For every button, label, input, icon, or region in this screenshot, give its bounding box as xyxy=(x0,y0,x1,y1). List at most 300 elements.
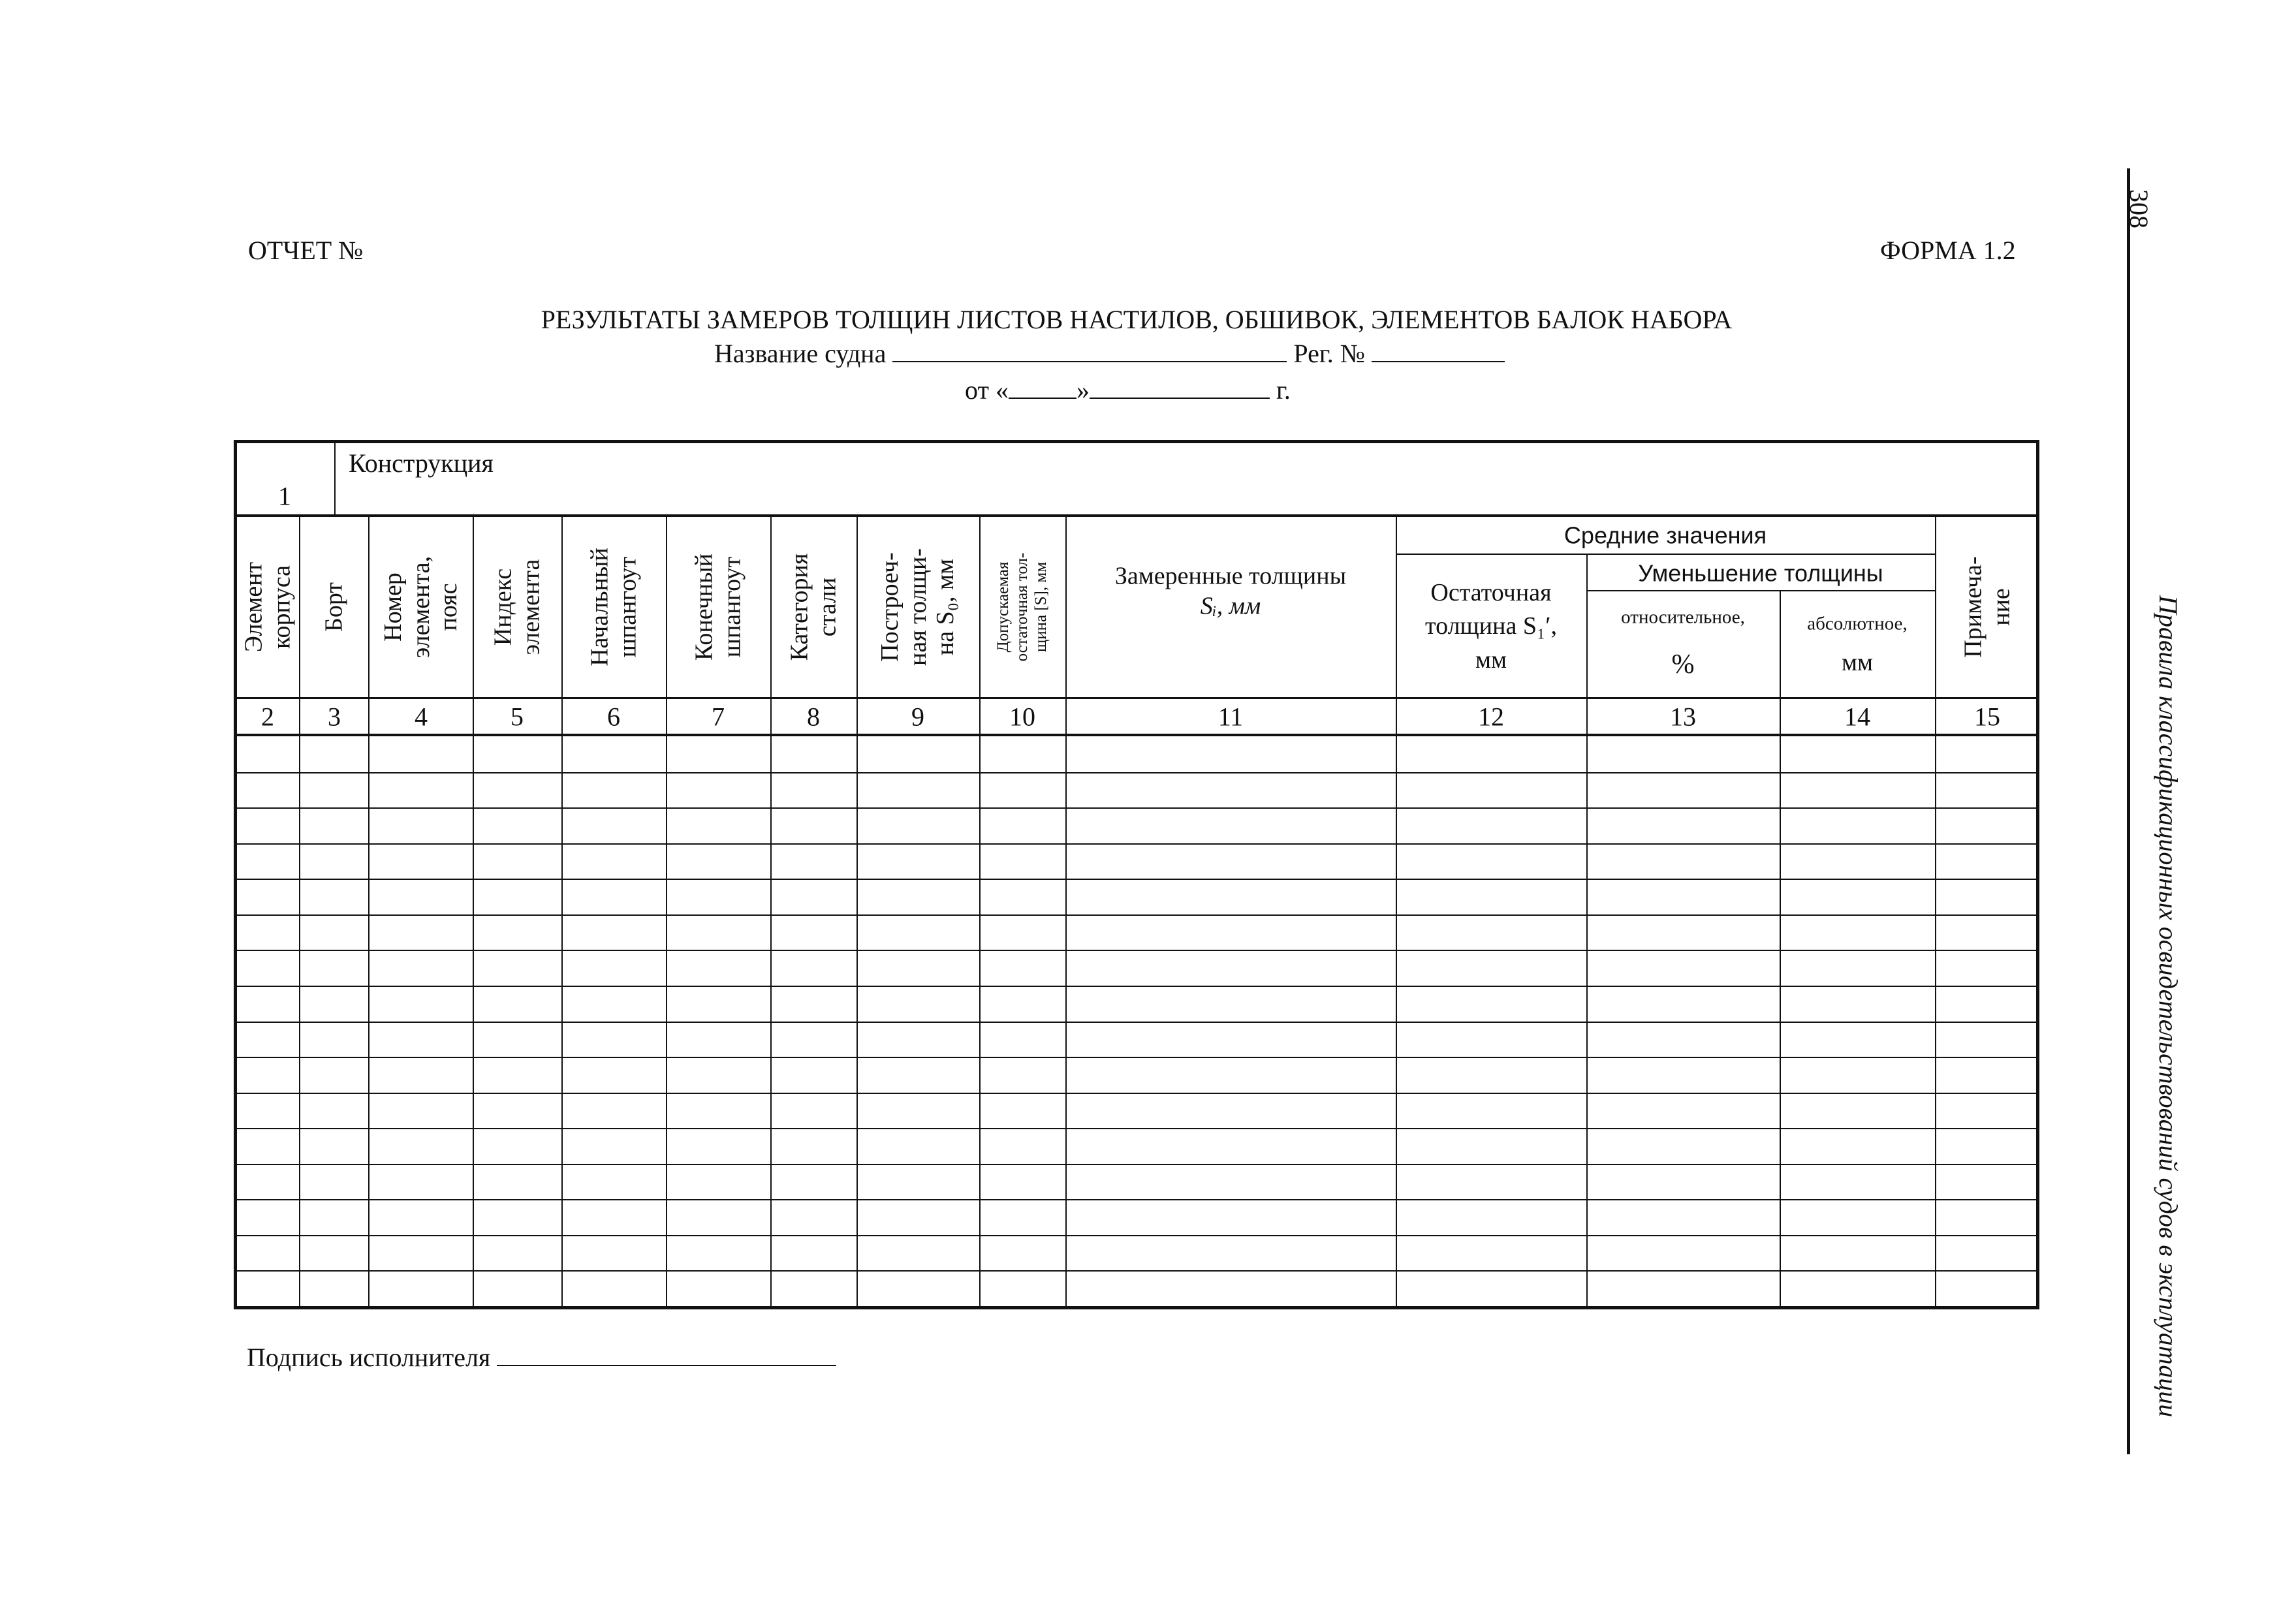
table-row xyxy=(234,1022,2039,1057)
header-relative-unit: % xyxy=(1671,649,1695,679)
table-cell[interactable] xyxy=(772,738,856,771)
table-cell[interactable] xyxy=(1937,1129,2035,1163)
table-cell[interactable] xyxy=(772,809,856,842)
col-number: 11 xyxy=(1218,702,1244,732)
table-cell[interactable] xyxy=(1067,1236,1395,1270)
table-cell[interactable] xyxy=(301,809,368,842)
table-cell[interactable] xyxy=(1067,1165,1395,1198)
table-cell[interactable] xyxy=(668,916,770,949)
table-cell[interactable] xyxy=(1588,773,1779,807)
table-cell[interactable] xyxy=(236,845,298,878)
header-residual-thickness-line1: Остаточная xyxy=(1430,579,1552,607)
table-cell[interactable] xyxy=(1588,880,1779,913)
table-cell[interactable] xyxy=(1398,987,1586,1020)
table-cell[interactable] xyxy=(981,1200,1065,1234)
col-number: 5 xyxy=(511,702,524,732)
date-row xyxy=(965,377,1291,403)
table-cell[interactable] xyxy=(370,951,472,984)
table-row xyxy=(234,1093,2039,1129)
table-cell[interactable] xyxy=(475,809,561,842)
col-number: 3 xyxy=(328,702,341,732)
table-cell[interactable] xyxy=(1067,1094,1395,1127)
table-cell[interactable] xyxy=(981,1165,1065,1198)
table-cell[interactable] xyxy=(563,1200,665,1234)
table-cell[interactable] xyxy=(981,1094,1065,1127)
table-cell[interactable] xyxy=(236,951,298,984)
table-cell[interactable] xyxy=(563,1236,665,1270)
table-cell[interactable] xyxy=(1588,1272,1779,1305)
table-cell[interactable] xyxy=(475,773,561,807)
table-cell[interactable] xyxy=(772,1094,856,1127)
table-cell[interactable] xyxy=(668,1023,770,1056)
table-cell[interactable] xyxy=(475,987,561,1020)
table-cell[interactable] xyxy=(1398,1094,1586,1127)
header-thickness-reduction: Уменьшение толщины xyxy=(1638,559,1883,587)
table-row xyxy=(234,1164,2039,1200)
page-number: 308 xyxy=(2124,189,2154,228)
col-number: 10 xyxy=(1009,702,1035,732)
table-cell[interactable] xyxy=(1782,1094,1934,1127)
table-cell[interactable] xyxy=(1782,773,1934,807)
table-cell[interactable] xyxy=(668,1129,770,1163)
table-cell[interactable] xyxy=(981,1023,1065,1056)
form-label: ФОРМА 1.2 xyxy=(1880,236,2016,265)
table-cell[interactable] xyxy=(1782,987,1934,1020)
table-cell[interactable] xyxy=(1588,1094,1779,1127)
table-cell[interactable] xyxy=(1067,1129,1395,1163)
table-cell[interactable] xyxy=(981,809,1065,842)
table-cell[interactable] xyxy=(301,845,368,878)
table-cell[interactable] xyxy=(475,845,561,878)
ship-name-label: Название судна xyxy=(714,339,887,368)
header-measured-thickness-line1: Замеренные толщины xyxy=(1114,562,1347,590)
table-cell[interactable] xyxy=(301,1094,368,1127)
table-cell[interactable] xyxy=(475,1236,561,1270)
row1-bottom-line xyxy=(234,514,2039,517)
table-cell[interactable] xyxy=(1937,987,2035,1020)
table-cell[interactable] xyxy=(563,773,665,807)
date-prefix: от « xyxy=(965,375,1009,405)
table-cell[interactable] xyxy=(1937,951,2035,984)
table-cell[interactable] xyxy=(858,1058,979,1091)
table-cell[interactable] xyxy=(1937,1023,2035,1056)
table-row xyxy=(234,736,2039,772)
table-cell[interactable] xyxy=(475,1165,561,1198)
table-cell[interactable] xyxy=(1067,773,1395,807)
table-cell[interactable] xyxy=(772,1200,856,1234)
header-average-values: Средние значения xyxy=(1563,522,1767,549)
table-row xyxy=(234,1199,2039,1235)
table-cell[interactable] xyxy=(301,1200,368,1234)
table-cell[interactable] xyxy=(563,738,665,771)
col-number: 6 xyxy=(607,702,620,732)
table-row xyxy=(234,843,2039,879)
table-cell[interactable] xyxy=(475,880,561,913)
table-cell[interactable] xyxy=(1937,880,2035,913)
table-cell[interactable] xyxy=(236,773,298,807)
table-cell[interactable] xyxy=(236,1023,298,1056)
table-cell[interactable] xyxy=(370,1236,472,1270)
table-cell[interactable] xyxy=(981,951,1065,984)
table-cell[interactable] xyxy=(301,1236,368,1270)
table-cell[interactable] xyxy=(1782,1129,1934,1163)
table-cell[interactable] xyxy=(1937,773,2035,807)
table-cell[interactable] xyxy=(668,1058,770,1091)
header-end-frame: Конечный шпангоут xyxy=(690,553,746,661)
table-cell[interactable] xyxy=(563,987,665,1020)
table-cell[interactable] xyxy=(772,1129,856,1163)
table-cell[interactable] xyxy=(1398,1165,1586,1198)
table-cell[interactable] xyxy=(772,951,856,984)
table-cell[interactable] xyxy=(563,1094,665,1127)
table-cell[interactable] xyxy=(475,1129,561,1163)
table-cell[interactable] xyxy=(772,845,856,878)
table-cell[interactable] xyxy=(301,987,368,1020)
table-cell[interactable] xyxy=(236,880,298,913)
table-cell[interactable] xyxy=(1067,1058,1395,1091)
col-number: 8 xyxy=(807,702,820,732)
table-cell[interactable] xyxy=(772,1023,856,1056)
table-cell[interactable] xyxy=(1067,880,1395,913)
table-cell[interactable] xyxy=(563,1165,665,1198)
table-cell[interactable] xyxy=(858,738,979,771)
table-cell[interactable] xyxy=(981,1272,1065,1305)
table-cell[interactable] xyxy=(1782,880,1934,913)
reg-number-field[interactable] xyxy=(1372,358,1505,362)
table-cell[interactable] xyxy=(563,916,665,949)
header-hull-element: Элемент корпуса xyxy=(240,561,295,653)
table-cell[interactable] xyxy=(1398,951,1586,984)
table-cell[interactable] xyxy=(370,1129,472,1163)
table-cell[interactable] xyxy=(370,987,472,1020)
table-cell[interactable] xyxy=(858,1094,979,1127)
ship-name-row xyxy=(714,341,1505,367)
table-row xyxy=(234,1057,2039,1093)
table-cell[interactable] xyxy=(475,1094,561,1127)
table-cell[interactable] xyxy=(1937,1272,2035,1305)
header-residual-thickness xyxy=(1425,576,1557,677)
header-residual-thickness-line2: толщина S₁′, xyxy=(1424,612,1558,640)
col-number: 2 xyxy=(261,702,274,732)
avg-group-line xyxy=(1396,554,1935,555)
table-row xyxy=(234,1235,2039,1271)
table-row xyxy=(234,986,2039,1022)
table-cell[interactable] xyxy=(370,1023,472,1056)
table-cell[interactable] xyxy=(981,1129,1065,1163)
table-cell[interactable] xyxy=(236,987,298,1020)
table-cell[interactable] xyxy=(236,1200,298,1234)
col-number: 4 xyxy=(415,702,428,732)
table-cell[interactable] xyxy=(772,916,856,949)
signature-label: Подпись исполнителя xyxy=(247,1343,491,1372)
header-bottom-line xyxy=(234,697,2039,699)
table-cell[interactable] xyxy=(370,916,472,949)
table-cell[interactable] xyxy=(1782,951,1934,984)
table-cell[interactable] xyxy=(301,1165,368,1198)
col-number: 7 xyxy=(712,702,725,732)
col-number: 12 xyxy=(1478,702,1504,732)
construction-field[interactable] xyxy=(334,454,2036,514)
table-cell[interactable] xyxy=(1398,1023,1586,1056)
table-cell[interactable] xyxy=(1398,773,1586,807)
table-cell[interactable] xyxy=(1937,845,2035,878)
table-cell[interactable] xyxy=(668,845,770,878)
date-day-field[interactable] xyxy=(1009,395,1076,399)
table-cell[interactable] xyxy=(668,809,770,842)
table-cell[interactable] xyxy=(236,916,298,949)
header-side: Борт xyxy=(320,582,348,632)
table-cell[interactable] xyxy=(563,1058,665,1091)
table-cell[interactable] xyxy=(1782,845,1934,878)
table-cell[interactable] xyxy=(370,1200,472,1234)
table-cell[interactable] xyxy=(772,1272,856,1305)
table-cell[interactable] xyxy=(1067,987,1395,1020)
table-cell[interactable] xyxy=(236,1058,298,1091)
table-cell[interactable] xyxy=(1588,845,1779,878)
table-cell[interactable] xyxy=(1937,809,2035,842)
table-cell[interactable] xyxy=(858,809,979,842)
table-cell[interactable] xyxy=(236,1236,298,1270)
table-cell[interactable] xyxy=(1398,880,1586,913)
table-cell[interactable] xyxy=(1398,1272,1586,1305)
table-cell[interactable] xyxy=(1937,738,2035,771)
table-cell[interactable] xyxy=(1588,987,1779,1020)
table-cell[interactable] xyxy=(370,1058,472,1091)
table-row xyxy=(234,950,2039,986)
table-cell[interactable] xyxy=(858,1272,979,1305)
table-cell[interactable] xyxy=(668,738,770,771)
header-relative-label: относительное, xyxy=(1621,606,1745,628)
table-cell[interactable] xyxy=(1398,1200,1586,1234)
table-cell[interactable] xyxy=(563,880,665,913)
table-cell[interactable] xyxy=(370,845,472,878)
table-cell[interactable] xyxy=(772,773,856,807)
table-cell[interactable] xyxy=(1067,738,1395,771)
table-cell[interactable] xyxy=(668,987,770,1020)
table-cell[interactable] xyxy=(1588,1023,1779,1056)
table-cell[interactable] xyxy=(1588,1236,1779,1270)
table-cell[interactable] xyxy=(1937,1200,2035,1234)
table-cell[interactable] xyxy=(1588,809,1779,842)
header-allowable-thickness: Допускаемая остаточная тол- щина [S], мм xyxy=(994,552,1050,662)
table-cell[interactable] xyxy=(1067,845,1395,878)
table-cell[interactable] xyxy=(475,916,561,949)
table-cell[interactable] xyxy=(1588,1165,1779,1198)
table-cell[interactable] xyxy=(668,1200,770,1234)
table-cell[interactable] xyxy=(370,1165,472,1198)
table-cell[interactable] xyxy=(858,773,979,807)
table-cell[interactable] xyxy=(475,738,561,771)
table-cell[interactable] xyxy=(563,1023,665,1056)
table-cell[interactable] xyxy=(301,773,368,807)
table-cell[interactable] xyxy=(981,773,1065,807)
table-row xyxy=(234,1128,2039,1164)
table-cell[interactable] xyxy=(563,809,665,842)
table-cell[interactable] xyxy=(301,951,368,984)
table-cell[interactable] xyxy=(301,1129,368,1163)
table-cell[interactable] xyxy=(668,1165,770,1198)
col-number: 13 xyxy=(1670,702,1696,732)
table-cell[interactable] xyxy=(370,773,472,807)
table-cell[interactable] xyxy=(1782,738,1934,771)
table-cell[interactable] xyxy=(301,738,368,771)
table-cell[interactable] xyxy=(301,1058,368,1091)
table-cell[interactable] xyxy=(563,951,665,984)
table-cell[interactable] xyxy=(475,1200,561,1234)
header-residual-thickness-line3: мм xyxy=(1475,646,1507,674)
table-cell[interactable] xyxy=(236,1129,298,1163)
header-element-index: Индекс элемента xyxy=(489,559,544,655)
header-steel-category: Категория стали xyxy=(785,553,841,661)
table-cell[interactable] xyxy=(858,1129,979,1163)
header-absolute-unit: мм xyxy=(1841,649,1874,677)
table-cell[interactable] xyxy=(1067,916,1395,949)
table-cell[interactable] xyxy=(563,1129,665,1163)
table-cell[interactable] xyxy=(858,880,979,913)
table-cell[interactable] xyxy=(981,1236,1065,1270)
header-notes: Примеча- ние xyxy=(1959,556,2015,658)
measurements-table xyxy=(234,440,2039,1309)
table-cell[interactable] xyxy=(236,1272,298,1305)
reg-label: Рег. № xyxy=(1293,339,1365,368)
table-cell[interactable] xyxy=(563,845,665,878)
table-cell[interactable] xyxy=(981,845,1065,878)
table-cell[interactable] xyxy=(1067,1023,1395,1056)
table-cell[interactable] xyxy=(858,916,979,949)
signature-field[interactable] xyxy=(497,1362,836,1366)
table-cell[interactable] xyxy=(981,738,1065,771)
table-cell[interactable] xyxy=(236,1094,298,1127)
table-cell[interactable] xyxy=(1782,809,1934,842)
table-cell[interactable] xyxy=(1937,1165,2035,1198)
table-cell[interactable] xyxy=(858,1165,979,1198)
row1-number: 1 xyxy=(278,481,291,511)
header-absolute-label: абсолютное, xyxy=(1807,613,1908,634)
table-cell[interactable] xyxy=(858,845,979,878)
table-cell[interactable] xyxy=(772,1236,856,1270)
table-cell[interactable] xyxy=(858,1200,979,1234)
table-cell[interactable] xyxy=(981,1058,1065,1091)
table-cell[interactable] xyxy=(668,773,770,807)
table-cell[interactable] xyxy=(1067,951,1395,984)
reduction-group-line xyxy=(1586,590,1935,591)
table-cell[interactable] xyxy=(1937,916,2035,949)
table-cell[interactable] xyxy=(236,738,298,771)
table-cell[interactable] xyxy=(1588,951,1779,984)
table-cell[interactable] xyxy=(772,1058,856,1091)
table-cell[interactable] xyxy=(236,1165,298,1198)
table-cell[interactable] xyxy=(1398,916,1586,949)
table-cell[interactable] xyxy=(1398,738,1586,771)
table-border-bottom xyxy=(234,1306,2039,1309)
col-number: 9 xyxy=(911,702,924,732)
table-cell[interactable] xyxy=(1937,1236,2035,1270)
table-cell[interactable] xyxy=(1782,1165,1934,1198)
table-cell[interactable] xyxy=(1067,809,1395,842)
table-cell[interactable] xyxy=(370,738,472,771)
table-cell[interactable] xyxy=(370,809,472,842)
table-cell[interactable] xyxy=(475,951,561,984)
table-cell[interactable] xyxy=(858,987,979,1020)
table-cell[interactable] xyxy=(370,1094,472,1127)
col-number: 15 xyxy=(1974,702,2000,732)
header-measured-thickness xyxy=(1115,561,1346,621)
table-cell[interactable] xyxy=(1067,1272,1395,1305)
table-cell[interactable] xyxy=(668,880,770,913)
ship-name-field[interactable] xyxy=(892,358,1287,362)
table-cell[interactable] xyxy=(1782,1236,1934,1270)
table-cell[interactable] xyxy=(1067,1200,1395,1234)
table-cell[interactable] xyxy=(1937,1094,2035,1127)
date-suffix: г. xyxy=(1276,375,1291,405)
table-cell[interactable] xyxy=(981,987,1065,1020)
table-cell[interactable] xyxy=(1398,1129,1586,1163)
table-cell[interactable] xyxy=(858,1236,979,1270)
table-cell[interactable] xyxy=(981,880,1065,913)
table-cell[interactable] xyxy=(475,1023,561,1056)
table-cell[interactable] xyxy=(1782,1023,1934,1056)
table-cell[interactable] xyxy=(668,1094,770,1127)
header-built-thickness: Построеч- ная толщи- на S₀, мм xyxy=(876,548,960,666)
table-cell[interactable] xyxy=(1782,1200,1934,1234)
header-start-frame: Начальный шпангоут xyxy=(586,548,641,666)
table-cell[interactable] xyxy=(1782,1272,1934,1305)
table-cell[interactable] xyxy=(772,987,856,1020)
table-cell[interactable] xyxy=(370,1272,472,1305)
table-row xyxy=(234,807,2039,843)
col-number: 14 xyxy=(1844,702,1870,732)
table-cell[interactable] xyxy=(1588,1200,1779,1234)
table-cell[interactable] xyxy=(301,880,368,913)
table-cell[interactable] xyxy=(668,1236,770,1270)
table-row xyxy=(234,1270,2039,1306)
table-cell[interactable] xyxy=(475,1272,561,1305)
table-cell[interactable] xyxy=(301,1272,368,1305)
table-cell[interactable] xyxy=(858,951,979,984)
table-cell[interactable] xyxy=(772,880,856,913)
table-cell[interactable] xyxy=(1588,738,1779,771)
table-cell[interactable] xyxy=(668,951,770,984)
table-cell[interactable] xyxy=(1398,809,1586,842)
table-cell[interactable] xyxy=(301,916,368,949)
table-cell[interactable] xyxy=(772,1165,856,1198)
table-cell[interactable] xyxy=(1937,1058,2035,1091)
table-cell[interactable] xyxy=(236,809,298,842)
report-number-label: ОТЧЕТ № xyxy=(248,236,364,265)
header-element-number: Номер элемента, пояс xyxy=(379,555,463,659)
table-cell[interactable] xyxy=(1782,916,1934,949)
table-cell[interactable] xyxy=(1588,1058,1779,1091)
table-cell[interactable] xyxy=(370,880,472,913)
table-cell[interactable] xyxy=(1398,845,1586,878)
report-title: РЕЗУЛЬТАТЫ ЗАМЕРОВ ТОЛЩИН ЛИСТОВ НАСТИЛОВ, ОБШИВОК, ЭЛЕМЕНТОВ БАЛОК НАБОРА xyxy=(541,305,1733,334)
table-cell[interactable] xyxy=(858,1023,979,1056)
table-cell[interactable] xyxy=(1398,1058,1586,1091)
table-cell[interactable] xyxy=(1398,1236,1586,1270)
table-cell[interactable] xyxy=(668,1272,770,1305)
table-cell[interactable] xyxy=(475,1058,561,1091)
table-cell[interactable] xyxy=(981,916,1065,949)
date-mid: » xyxy=(1076,375,1090,405)
running-title: Правила классификационных освидетельствований судов в эксплуатации xyxy=(2154,595,2183,1418)
table-cell[interactable] xyxy=(301,1023,368,1056)
date-month-year-field[interactable] xyxy=(1090,395,1270,399)
table-cell[interactable] xyxy=(1588,916,1779,949)
table-cell[interactable] xyxy=(563,1272,665,1305)
table-cell[interactable] xyxy=(1588,1129,1779,1163)
table-cell[interactable] xyxy=(1782,1058,1934,1091)
signature-row xyxy=(247,1345,836,1371)
